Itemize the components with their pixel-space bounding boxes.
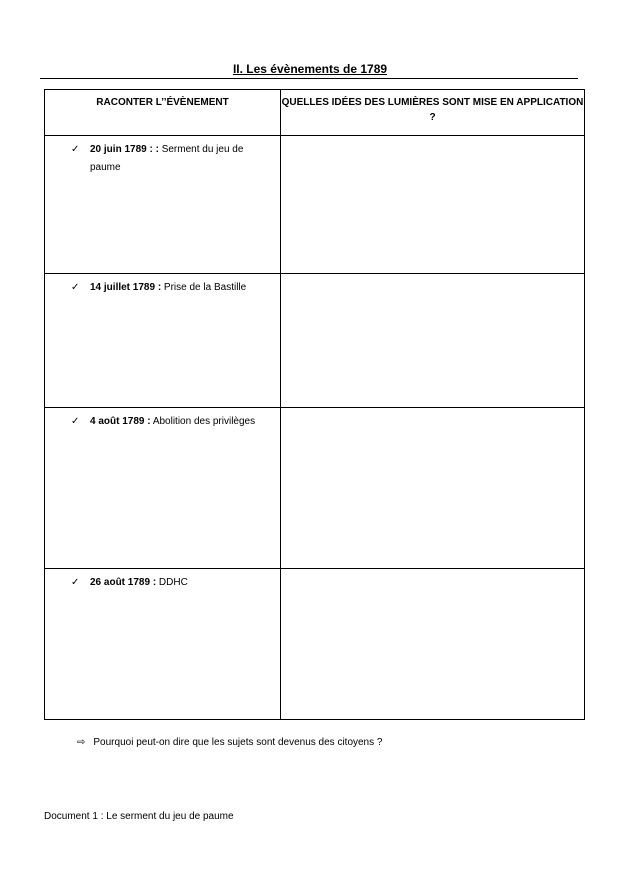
checkmark-icon: ✓	[71, 416, 80, 427]
checkmark-icon: ✓	[71, 144, 80, 155]
event-cell	[45, 569, 281, 720]
header-raconter: RACONTER L’’ÉVÈNEMENT	[45, 90, 281, 136]
table-row	[45, 136, 585, 274]
title-underline	[40, 78, 578, 79]
table-row	[45, 569, 585, 720]
events-table	[44, 89, 585, 720]
table-row	[45, 274, 585, 408]
arrow-right-icon: ⇨	[77, 737, 86, 748]
event-cell	[45, 274, 281, 408]
event-date: 14 juillet 1789 :	[90, 282, 162, 293]
table-header-row	[45, 90, 585, 136]
event-date: 4 août 1789 :	[90, 416, 151, 427]
table-row	[45, 408, 585, 569]
event-cell	[45, 136, 281, 274]
answer-cell[interactable]	[281, 569, 585, 720]
question-line	[77, 737, 382, 748]
event-text: Prise de la Bastille	[161, 282, 247, 293]
answer-cell[interactable]	[281, 136, 585, 274]
question-text: Pourquoi peut-on dire que les sujets sont devenus des citoyens ?	[93, 737, 383, 748]
event-text: DDHC	[156, 577, 188, 588]
event-text: Abolition des privilèges	[150, 416, 256, 427]
event-date: 20 juin 1789 : :	[90, 144, 159, 155]
answer-cell[interactable]	[281, 408, 585, 569]
event-cell	[45, 408, 281, 569]
event-date: 26 août 1789 :	[90, 577, 157, 588]
checkmark-icon: ✓	[71, 282, 80, 293]
event-text: Serment du jeu de paume	[90, 144, 244, 173]
checkmark-icon: ✓	[71, 577, 80, 588]
document-label: Document 1 : Le serment du jeu de paume	[44, 811, 234, 822]
header-idees-lumieres: QUELLES IDÉES DES LUMIÈRES SONT MISE EN APPLICATION ?	[281, 90, 585, 136]
answer-cell[interactable]	[281, 274, 585, 408]
section-title: II. Les évènements de 1789	[232, 62, 388, 76]
